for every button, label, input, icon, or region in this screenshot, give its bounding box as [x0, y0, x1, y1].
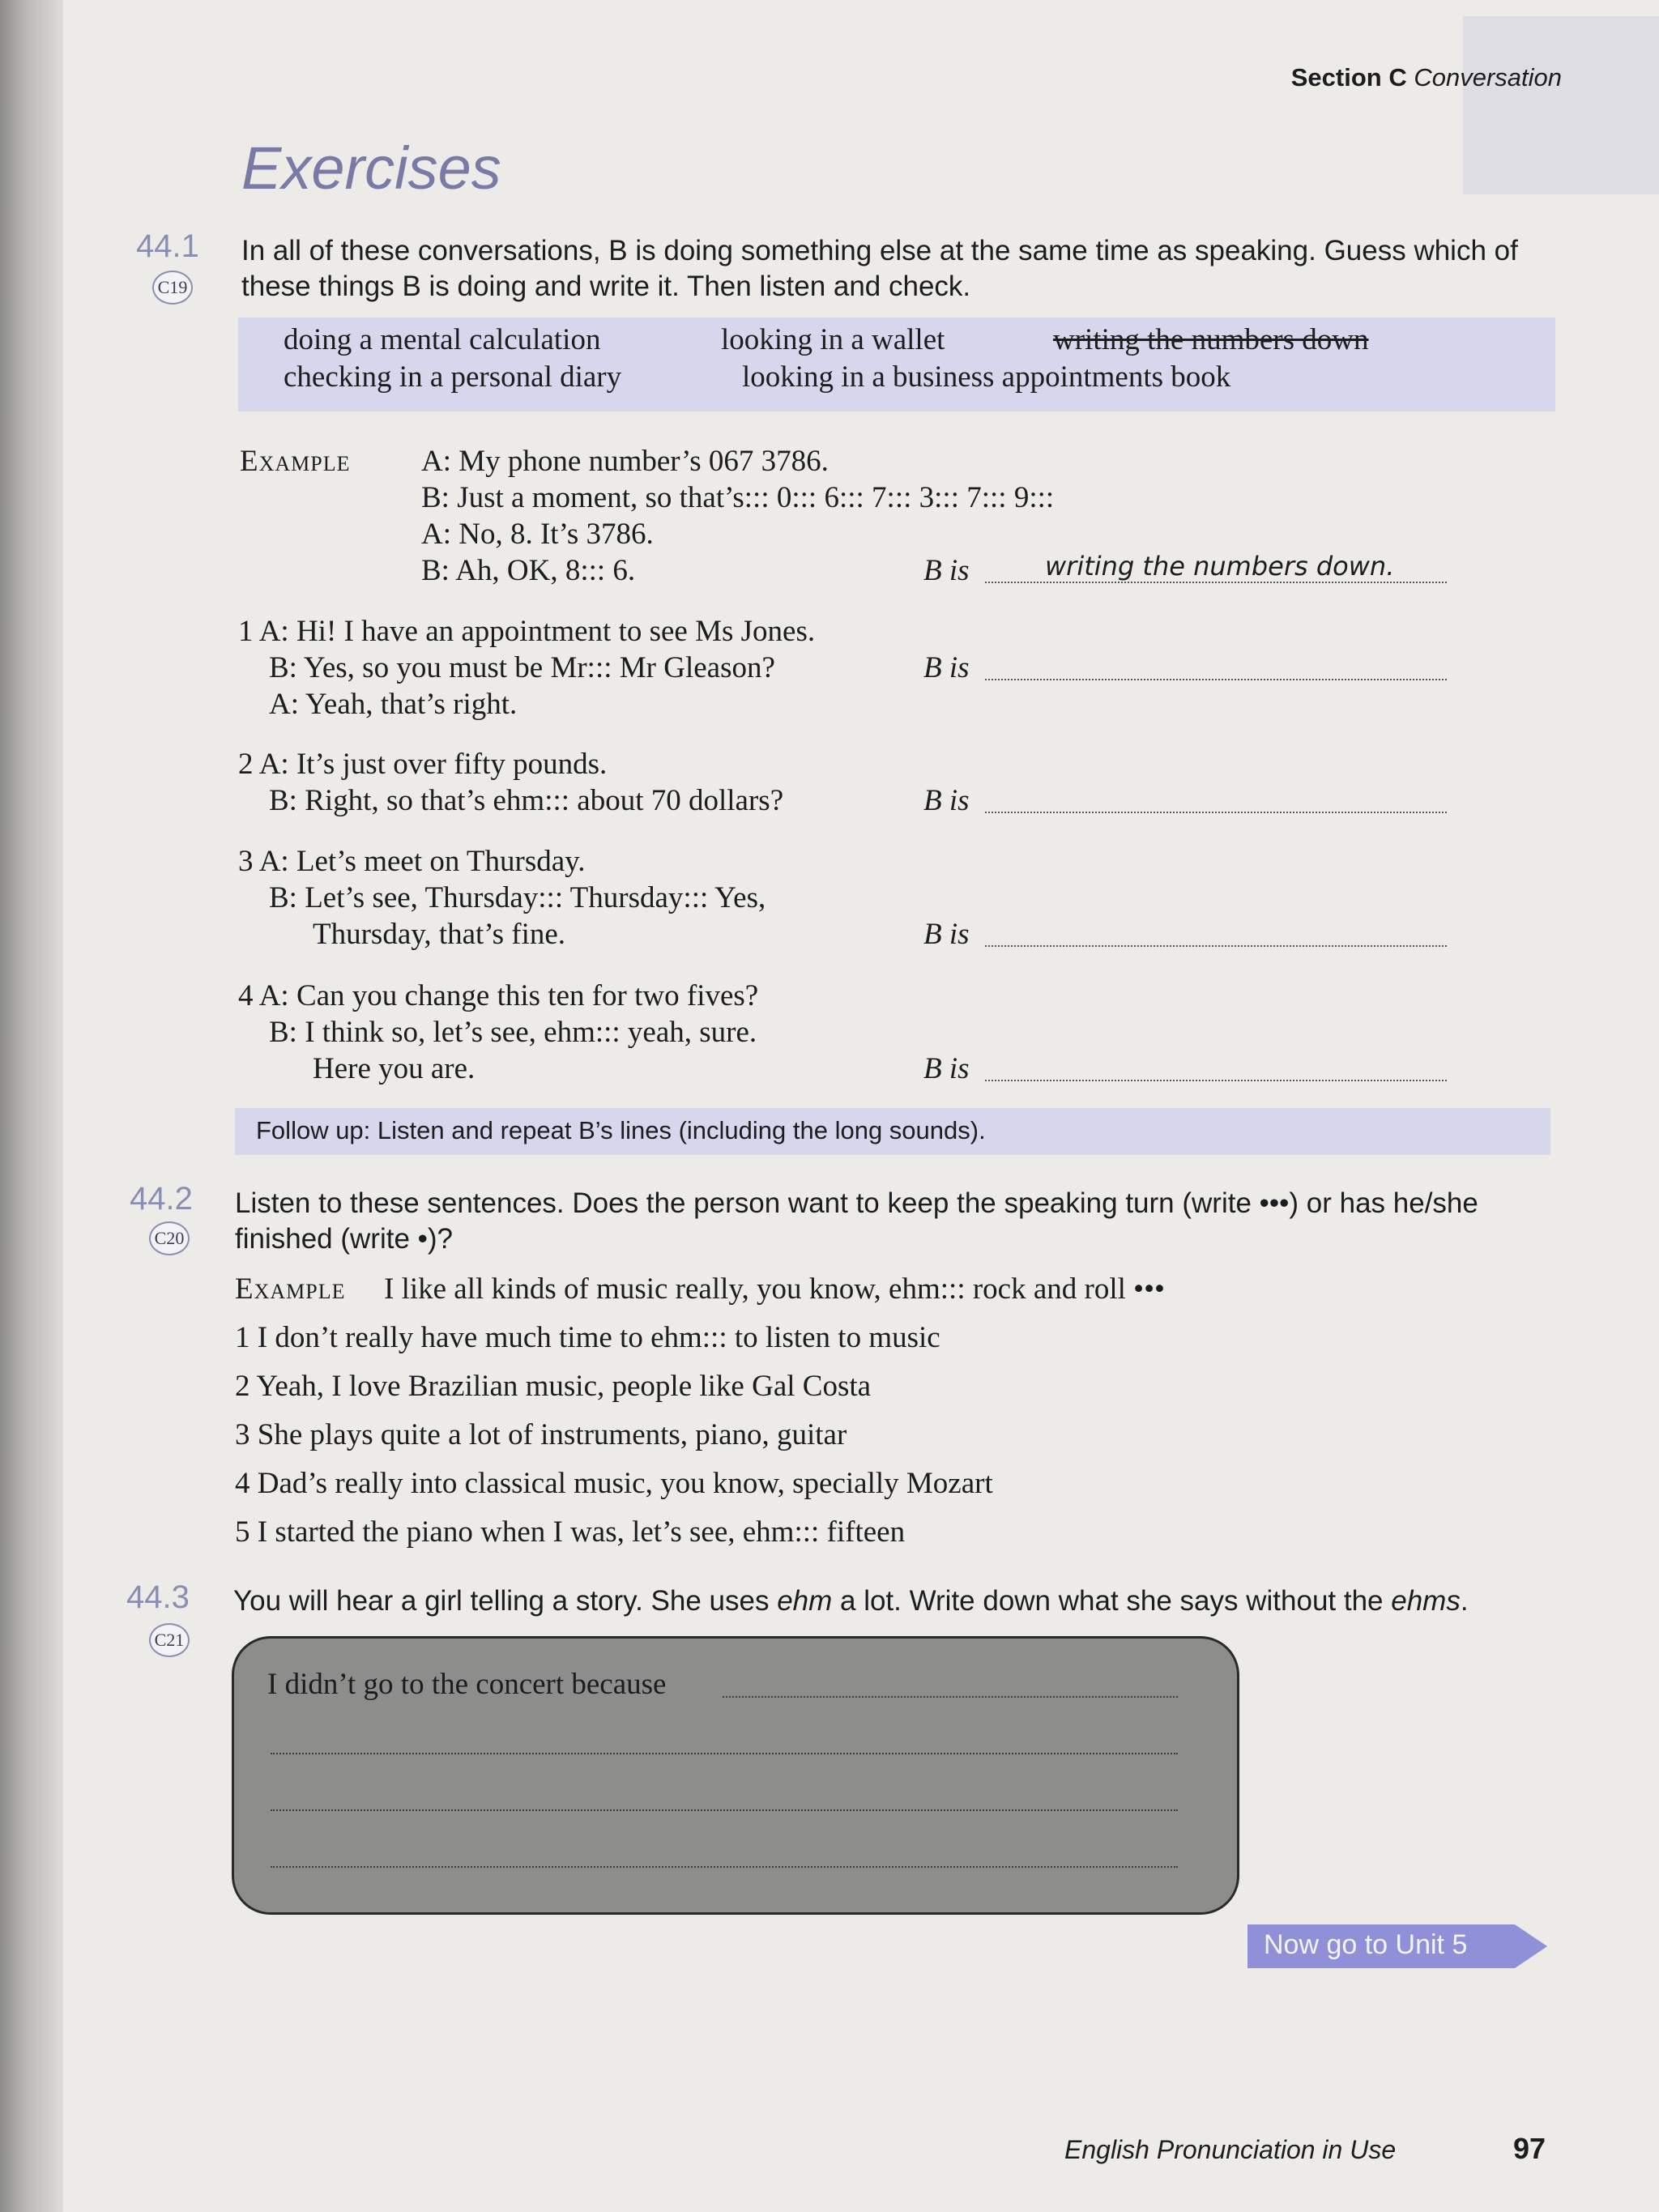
dialogue-line: Thursday, that’s fine.: [313, 918, 566, 951]
instruction-line: these things B is doing and write it. Then listen and check.: [241, 271, 971, 302]
instruction-line: In all of these conversations, B is doing something else at the same time as speaking. Guess which of: [241, 235, 1518, 266]
sentence-item: 3 She plays quite a lot of instruments, piano, guitar: [235, 1418, 847, 1451]
sentence-item: 4 Dad’s really into classical music, you know, specially Mozart: [235, 1467, 993, 1500]
answer-prefix: B is: [923, 554, 970, 587]
dialogue-line: A: No, 8. It’s 3786.: [421, 518, 654, 551]
audio-track-icon[interactable]: [152, 271, 193, 305]
page-number: 97: [1513, 2132, 1546, 2165]
option: looking in a business appointments book: [742, 360, 1231, 394]
option: doing a mental calculation: [284, 323, 601, 356]
instruction-text: You will hear a girl telling a story. She uses: [233, 1585, 778, 1617]
answer-prefix: B is: [923, 784, 970, 817]
writing-line[interactable]: [271, 1753, 1178, 1754]
book-spine-shadow: [0, 0, 63, 2212]
next-unit-label[interactable]: Now go to Unit 5: [1264, 1929, 1468, 1960]
option: looking in a wallet: [721, 323, 945, 356]
writing-line[interactable]: [271, 1809, 1178, 1811]
track-label: C20: [154, 1228, 185, 1248]
track-label: C19: [157, 277, 188, 297]
audio-track-icon[interactable]: [149, 1221, 190, 1255]
writing-line[interactable]: [271, 1866, 1178, 1868]
dialogue-line: 2 A: It’s just over fifty pounds.: [238, 748, 608, 781]
dialogue-line: B: Right, so that’s ehm::: about 70 dollars?: [269, 784, 784, 817]
section-label: Section C: [1290, 63, 1407, 92]
section-header: [1291, 63, 1562, 92]
option-used: writing the numbers down: [1053, 323, 1369, 356]
sentence-item: 1 I don’t really have much time to ehm::: to listen to music: [235, 1321, 940, 1354]
example-sentence: I like all kinds of music really, you know, ehm::: rock and roll •••: [384, 1272, 1166, 1306]
track-label: C21: [154, 1630, 185, 1650]
dialogue-line: 3 A: Let’s meet on Thursday.: [238, 845, 586, 878]
follow-up-text: Follow up: Listen and repeat B’s lines (including the long sounds).: [256, 1116, 986, 1144]
dialogue-line: B: Ah, OK, 8::: 6.: [421, 554, 636, 587]
audio-track-icon[interactable]: [149, 1623, 190, 1657]
instruction-line: finished (write •)?: [235, 1223, 454, 1255]
book-title: English Pronunciation in Use: [1064, 2135, 1397, 2164]
answer-line[interactable]: [985, 582, 1447, 583]
instruction-italic: ehms: [1391, 1585, 1461, 1617]
answer-line[interactable]: [985, 812, 1447, 813]
instruction-text: a lot. Write down what she says without the: [832, 1585, 1392, 1617]
answer-line[interactable]: [985, 945, 1447, 947]
answer-line[interactable]: [985, 1080, 1447, 1081]
instruction-italic: ehm: [777, 1585, 833, 1617]
page-title: Exercises: [241, 134, 501, 202]
section-topic: Conversation: [1414, 63, 1562, 92]
exercise-instruction: [233, 1583, 1469, 1619]
writing-line[interactable]: [723, 1696, 1178, 1698]
answer-prefix: B is: [923, 1052, 970, 1085]
example-label: Example: [240, 445, 351, 478]
exercise-instruction: [241, 233, 1518, 305]
dialogue-line: B: Let’s see, Thursday::: Thursday::: Yes,: [269, 881, 766, 914]
options-box: [238, 318, 1555, 411]
dialogue-line: 1 A: Hi! I have an appointment to see Ms Jones.: [238, 615, 816, 648]
dialogue-line: Here you are.: [313, 1052, 476, 1085]
dialogue-line: A: My phone number’s 067 3786.: [421, 445, 829, 478]
dialogue-line: 4 A: Can you change this ten for two fives?: [238, 979, 759, 1012]
exercise-number: 44.1: [136, 228, 199, 264]
dialogue-line: B: Yes, so you must be Mr::: Mr Gleason?: [269, 651, 775, 684]
dialogue-line: B: I think so, let’s see, ehm::: yeah, sure.: [269, 1016, 757, 1049]
sentence-item: 5 I started the piano when I was, let’s see, ehm::: fifteen: [235, 1515, 906, 1549]
answer-prefix: B is: [923, 918, 970, 951]
writing-prompt: I didn’t go to the concert because: [267, 1668, 667, 1701]
instruction-line: Listen to these sentences. Does the person want to keep the speaking turn (write •••) or has he/she: [235, 1187, 1478, 1219]
answer-line[interactable]: [985, 679, 1447, 680]
example-label: Example: [235, 1272, 346, 1306]
handwritten-answer: writing the numbers down.: [1045, 551, 1395, 582]
exercise-number: 44.2: [130, 1181, 193, 1217]
dialogue-line: B: Just a moment, so that’s::: 0::: 6::: 7::: 3::: 7::: 9:::: [421, 481, 1055, 514]
unit-tab: [1463, 16, 1659, 194]
option: checking in a personal diary: [284, 360, 622, 394]
dialogue-line: A: Yeah, that’s right.: [269, 688, 518, 721]
exercise-number: 44.3: [126, 1579, 190, 1615]
exercise-instruction: [235, 1186, 1478, 1257]
sentence-item: 2 Yeah, I love Brazilian music, people like Gal Costa: [235, 1370, 872, 1403]
instruction-text: .: [1460, 1585, 1469, 1617]
answer-prefix: B is: [923, 651, 970, 684]
